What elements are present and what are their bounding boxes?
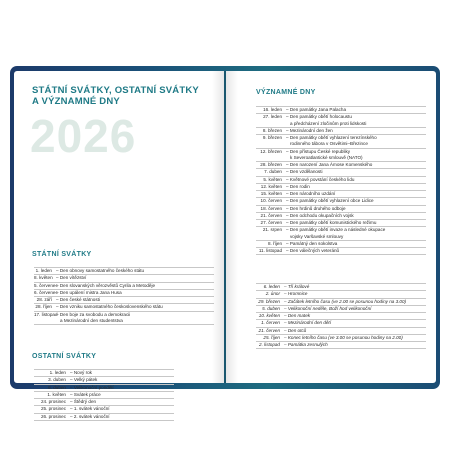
item-date: 28. září	[36, 297, 52, 302]
item-date	[256, 234, 286, 240]
item-text: – Den památky Jana Palacha	[286, 107, 347, 112]
list-item	[34, 268, 214, 274]
list-item	[256, 248, 426, 254]
left-page	[14, 71, 224, 419]
list-item	[34, 392, 174, 398]
item-text: a předcházení zločinům proti lidskosti	[290, 120, 367, 126]
list-item	[256, 320, 426, 326]
item-date: 25. prosinec	[40, 406, 66, 412]
list-item	[34, 318, 214, 324]
item-date: 10. červen	[260, 198, 282, 204]
list-item	[34, 304, 214, 310]
list-item	[256, 184, 426, 190]
item-text: – Den hrdinů druhého odboje	[286, 205, 346, 211]
item-date: 28. říjen	[35, 304, 52, 310]
item-text: – Den obnovy samostatného českého státu	[56, 268, 145, 273]
item-text: – Památný den sokolstva	[286, 240, 338, 246]
item-date	[256, 155, 286, 161]
state-holidays-list	[34, 267, 214, 325]
item-text: – Den národního uzdání	[286, 191, 336, 196]
item-text: – Den matek	[284, 313, 311, 318]
right-page	[226, 71, 436, 383]
item-text: – Nový rok	[70, 370, 92, 375]
item-text: – 2. svátek vánoční	[70, 413, 110, 419]
list-item	[34, 290, 214, 296]
list-item	[256, 121, 426, 127]
item-date	[256, 141, 286, 147]
item-text: – Velikonoční neděle, Boží hod velikonoční	[284, 305, 372, 311]
item-date: 7. duben	[264, 169, 282, 175]
item-date: 1. červen	[261, 320, 280, 326]
item-date: 2. únor	[265, 291, 280, 297]
list-item	[256, 291, 426, 297]
list-item	[256, 335, 426, 341]
other-holidays-list	[34, 369, 174, 421]
item-text: – Den památky obětí vyhlazení obce Lidice	[286, 198, 374, 204]
item-date	[34, 318, 56, 324]
item-date: 28. březen	[260, 162, 282, 167]
item-text: – Tři králové	[284, 284, 310, 289]
item-text: – Den památky obětí holocaustu	[286, 114, 352, 120]
other-holidays-heading: OSTATNÍ SVÁTKY	[32, 353, 97, 360]
list-item	[34, 377, 174, 383]
item-text: a Mezinárodní den studentstva	[60, 317, 123, 323]
row-divider	[256, 254, 426, 255]
list-item	[256, 234, 426, 240]
item-text: – Začátek letního času (ve 2.00 se posunou hodiny na 3.00)	[284, 298, 407, 304]
item-text: – Květnové povstání českého lidu	[286, 176, 355, 182]
item-date: 9. březen	[262, 135, 282, 140]
item-text: – Den slovanských věrozvěstů Cyrila a Metoděje	[56, 282, 156, 288]
item-text: – Den odchodu okupačních vojsk	[286, 212, 354, 218]
item-date: 25. říjen	[263, 334, 280, 340]
item-text: – Den české státnosti	[56, 297, 100, 302]
list-item	[256, 141, 426, 147]
list-item	[34, 399, 174, 405]
list-item	[256, 155, 426, 161]
item-date: 21. červen	[260, 212, 282, 218]
item-text: – Den památky obětí komunistického režimu	[286, 220, 377, 225]
list-item	[256, 198, 426, 204]
list-item	[256, 241, 426, 247]
item-text: – Mezinárodní den dětí	[284, 320, 331, 326]
item-text: – Den vzdělanosti	[286, 169, 323, 175]
list-item	[34, 414, 174, 420]
item-date: 6. duben	[48, 384, 66, 390]
list-item	[256, 128, 426, 134]
list-item	[34, 275, 214, 281]
item-text: – Štědrý den	[70, 399, 97, 404]
item-text: – Den památky obětí vyhlazení terezínského	[286, 135, 377, 140]
list-item	[256, 169, 426, 175]
list-item	[256, 342, 426, 348]
item-text: – Mezinárodní den žen	[286, 127, 333, 133]
item-date: 1. leden	[35, 268, 52, 273]
item-date: 16. leden	[263, 107, 282, 112]
item-text: – Velký pátek	[70, 377, 98, 383]
item-date: 2. listopad	[259, 342, 280, 347]
item-text: vojsky Varšavské smlouvy	[290, 233, 344, 239]
item-text: – Den boje za svobodu a demokracii	[56, 311, 131, 317]
item-text: – Svátek práce	[70, 391, 101, 397]
item-text: rodinného tábora v Osvětimi–Březince	[290, 141, 368, 147]
item-text: – Konec letního času (ve 3.00 se posunou hodiny na 2.00)	[284, 334, 403, 340]
item-date: 11. listopad	[258, 248, 282, 253]
item-date: 3. duben	[48, 377, 66, 383]
list-item	[256, 284, 426, 290]
item-date: 17. listopad	[34, 311, 58, 317]
item-date: 21. červen	[258, 327, 280, 333]
item-date: 1. květen	[47, 391, 66, 397]
item-date: 29. březen	[258, 298, 280, 304]
item-text: – Den vítězství	[56, 275, 87, 281]
item-date: 5. květen	[263, 176, 282, 182]
item-date: 5. duben	[262, 305, 280, 311]
row-divider	[34, 420, 174, 421]
item-text: – Den válečných veteránů	[286, 248, 340, 253]
item-date: 8. říjen	[267, 240, 282, 246]
list-item	[34, 370, 174, 376]
item-date: 18. červen	[260, 205, 282, 211]
item-date: 24. prosinec	[40, 399, 66, 404]
item-text: – Den vzniku samostatného československého státu	[56, 304, 163, 310]
item-date: 27. leden	[263, 114, 282, 120]
item-text: – Den narození Jana Ámose Komenského	[286, 162, 373, 167]
item-text: – 1. svátek vánoční	[70, 406, 110, 412]
item-text: – Hromnice	[284, 291, 308, 297]
list-item	[256, 206, 426, 212]
item-date: 10. květen	[258, 313, 280, 318]
item-date: 5. červenec	[34, 282, 58, 288]
list-item	[256, 107, 426, 113]
significant-days-heading: VÝZNAMNÉ DNY	[256, 89, 316, 96]
item-date: 6. červenec	[34, 289, 58, 295]
list-item	[34, 297, 214, 303]
list-item	[256, 162, 426, 168]
item-date: 27. červen	[260, 220, 282, 225]
item-date: 26. prosinec	[40, 413, 66, 419]
list-item	[34, 385, 174, 391]
item-date: 15. květen	[260, 191, 282, 196]
item-text: – Den památky obětí invaze a následné okupace	[286, 227, 386, 233]
list-item	[256, 177, 426, 183]
item-text: – Den upálení mistra Jana Husa	[56, 289, 122, 295]
row-divider	[34, 324, 214, 325]
list-item	[256, 328, 426, 334]
item-text: – Den otců	[284, 327, 307, 333]
list-item	[34, 283, 214, 289]
item-date: 12. březen	[260, 148, 282, 154]
page-title-line: A VÝZNAMNÉ DNY	[32, 96, 120, 107]
item-date: 8. květen	[34, 275, 53, 281]
item-date: 6. leden	[263, 284, 280, 289]
list-item	[256, 213, 426, 219]
row-divider	[256, 348, 426, 349]
item-text: – Velikonoční pondělí	[70, 384, 114, 390]
item-date	[256, 121, 286, 127]
page-title-line: STÁTNÍ SVÁTKY, OSTATNÍ SVÁTKY	[32, 85, 199, 96]
list-item	[256, 191, 426, 197]
item-text: – Den rodin	[286, 183, 310, 189]
other-days-list	[256, 283, 426, 349]
item-date: 21. srpen	[262, 227, 282, 233]
page-title	[32, 85, 222, 107]
significant-days-list	[256, 106, 426, 255]
state-holidays-heading: STÁTNÍ SVÁTKY	[32, 251, 92, 258]
year-display: 2026	[30, 110, 137, 162]
list-item	[256, 220, 426, 226]
item-text: k Severoatlantické smlouvě (NATO)	[290, 154, 363, 160]
list-item	[34, 406, 174, 412]
item-text: – Den přístupu České republiky	[286, 148, 351, 154]
item-date: 8. březen	[262, 127, 282, 133]
list-item	[256, 313, 426, 319]
item-date: 12. květen	[260, 183, 282, 189]
list-item	[256, 299, 426, 305]
list-item	[256, 306, 426, 312]
item-date: 1. leden	[49, 370, 66, 375]
item-text: – Památka zesnulých	[284, 342, 328, 347]
